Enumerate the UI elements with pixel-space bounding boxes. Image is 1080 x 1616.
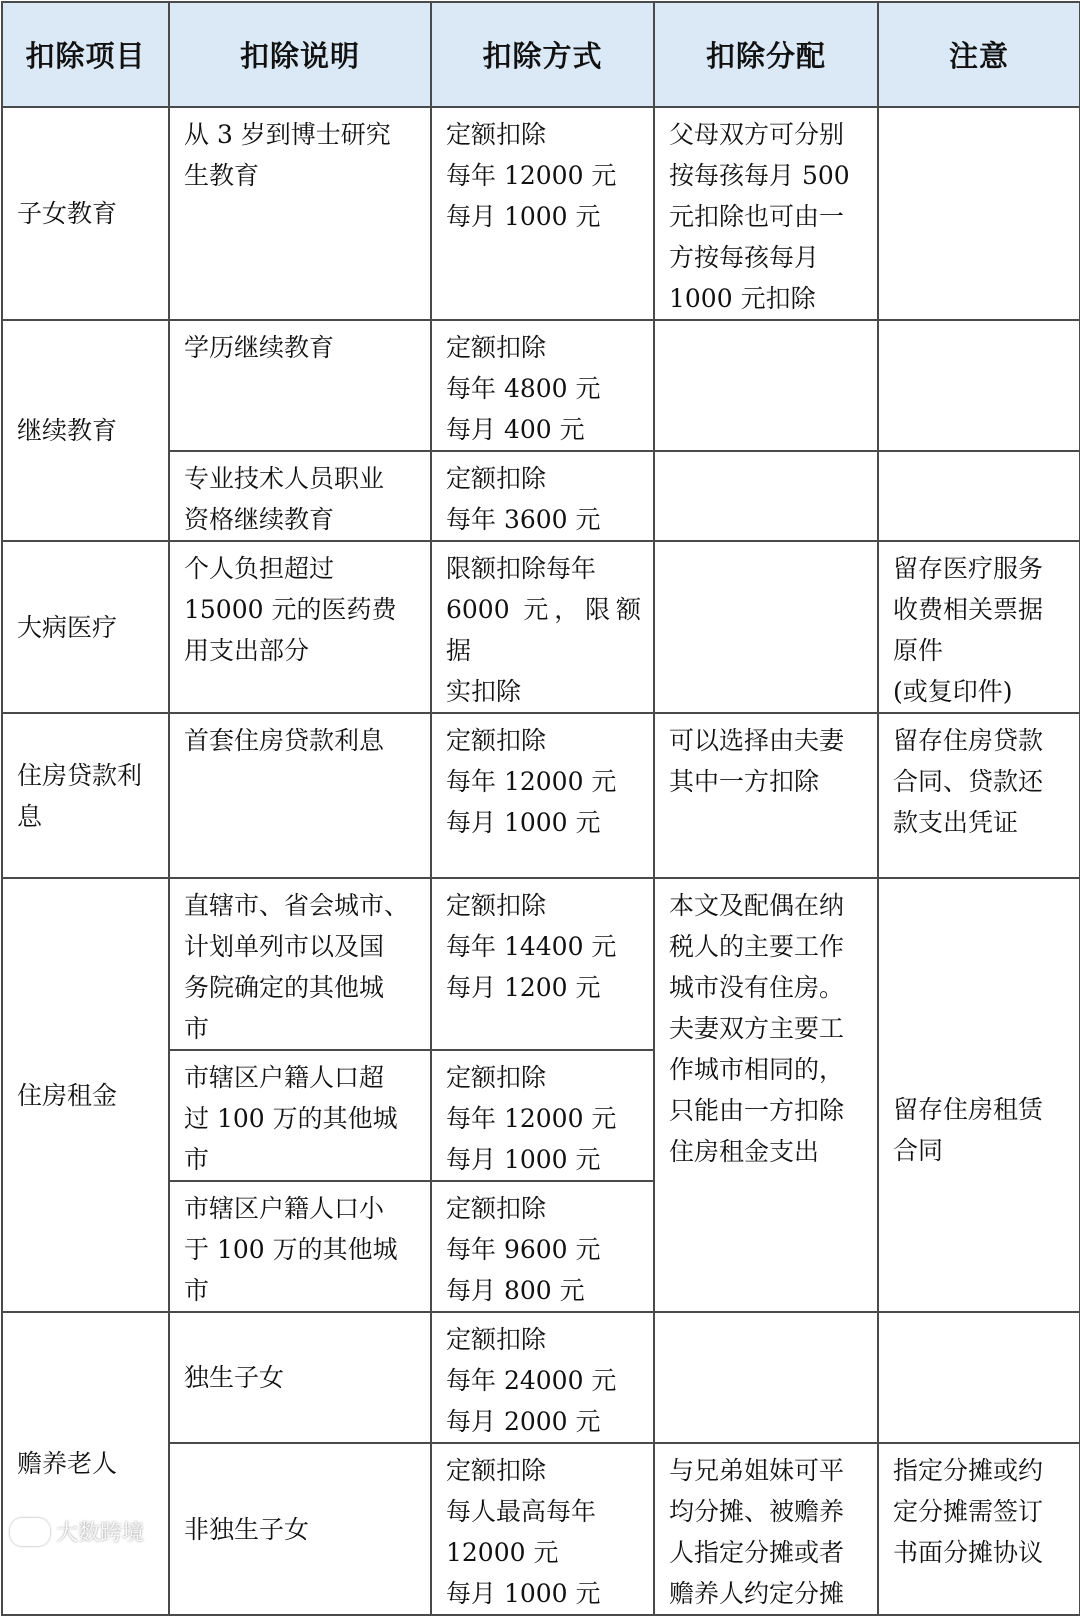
table-row-medical: [2, 541, 1080, 713]
table-row-child-education: [2, 107, 1080, 320]
description-cell: 学历继续教育: [169, 320, 431, 451]
allocation-cell: [654, 451, 878, 541]
watermark-logo-icon: [10, 1518, 50, 1546]
allocation-cell: [654, 1312, 878, 1443]
method-cell: 定额扣除 每年 12000 元 每月 1000 元: [431, 713, 654, 878]
method-cell: 定额扣除 每年 3600 元: [431, 451, 654, 541]
note-cell: 留存住房租赁 合同: [878, 878, 1080, 1312]
category-cell: 子女教育: [2, 107, 169, 320]
description-cell: 非独生子女: [169, 1443, 431, 1615]
note-cell: 指定分摊或约 定分摊需签订 书面分摊协议: [878, 1443, 1080, 1615]
description-cell: 市辖区户籍人口小 于 100 万的其他城 市: [169, 1181, 431, 1312]
category-cell: 住房租金: [2, 878, 169, 1312]
note-cell: [878, 451, 1080, 541]
description-cell: 市辖区户籍人口超 过 100 万的其他城 市: [169, 1050, 431, 1181]
description-cell: 专业技术人员职业 资格继续教育: [169, 451, 431, 541]
note-cell: 留存医疗服务 收费相关票据 原件 (或复印件): [878, 541, 1080, 713]
description-cell: 从 3 岁到博士研究 生教育: [169, 107, 431, 320]
allocation-cell: 与兄弟姐妹可平 均分摊、被赡养 人指定分摊或者 赡养人约定分摊: [654, 1443, 878, 1615]
table-header-row: [2, 2, 1080, 107]
note-cell: [878, 320, 1080, 451]
method-cell: 定额扣除 每年 12000 元 每月 1000 元: [431, 1050, 654, 1181]
method-cell: 定额扣除 每人最高每年 12000 元 每月 1000 元: [431, 1443, 654, 1615]
header-method: 扣除方式: [431, 2, 654, 107]
method-cell: 定额扣除 每年 9600 元 每月 800 元: [431, 1181, 654, 1312]
table-row-elderly: [2, 1312, 1080, 1443]
watermark-text: 大数跨境: [56, 1521, 145, 1546]
allocation-cell: 本文及配偶在纳 税人的主要工作 城市没有住房。 夫妻双方主要工 作城市相同的， 只能由一方扣除 住房租金支出: [654, 878, 878, 1312]
description-cell: 直辖市、省会城市、 计划单列市以及国 务院确定的其他城 市: [169, 878, 431, 1050]
table-row-rent: [2, 878, 1080, 1050]
header-item: 扣除项目: [2, 2, 169, 107]
deduction-table: [1, 1, 1080, 1616]
method-cell: 定额扣除 每年 4800 元 每月 400 元: [431, 320, 654, 451]
method-cell: 定额扣除 每年 12000 元 每月 1000 元: [431, 107, 654, 320]
note-cell: [878, 1312, 1080, 1443]
note-cell: [878, 107, 1080, 320]
allocation-cell: [654, 541, 878, 713]
allocation-cell: 可以选择由夫妻 其中一方扣除: [654, 713, 878, 878]
method-cell: 定额扣除 每年 24000 元 每月 2000 元: [431, 1312, 654, 1443]
watermark: [10, 1516, 144, 1547]
method-cell: 限额扣除每年 6000 元，限额据 实扣除: [431, 541, 654, 713]
category-cell: 赡养老人: [2, 1312, 169, 1615]
category-cell: 大病医疗: [2, 541, 169, 713]
allocation-cell: [654, 320, 878, 451]
description-cell: 个人负担超过 15000 元的医药费 用支出部分: [169, 541, 431, 713]
table-row-housing-loan: [2, 713, 1080, 878]
header-allocation: 扣除分配: [654, 2, 878, 107]
category-cell: 住房贷款利 息: [2, 713, 169, 878]
description-cell: 首套住房贷款利息: [169, 713, 431, 878]
table-row-continuing-education: [2, 320, 1080, 451]
category-cell: 继续教育: [2, 320, 169, 541]
method-cell: 定额扣除 每年 14400 元 每月 1200 元: [431, 878, 654, 1050]
description-cell: 独生子女: [169, 1312, 431, 1443]
header-note: 注意: [878, 2, 1080, 107]
header-description: 扣除说明: [169, 2, 431, 107]
allocation-cell: 父母双方可分别 按每孩每月 500 元扣除也可由一 方按每孩每月 1000 元扣除: [654, 107, 878, 320]
note-cell: 留存住房贷款 合同、贷款还 款支出凭证: [878, 713, 1080, 878]
